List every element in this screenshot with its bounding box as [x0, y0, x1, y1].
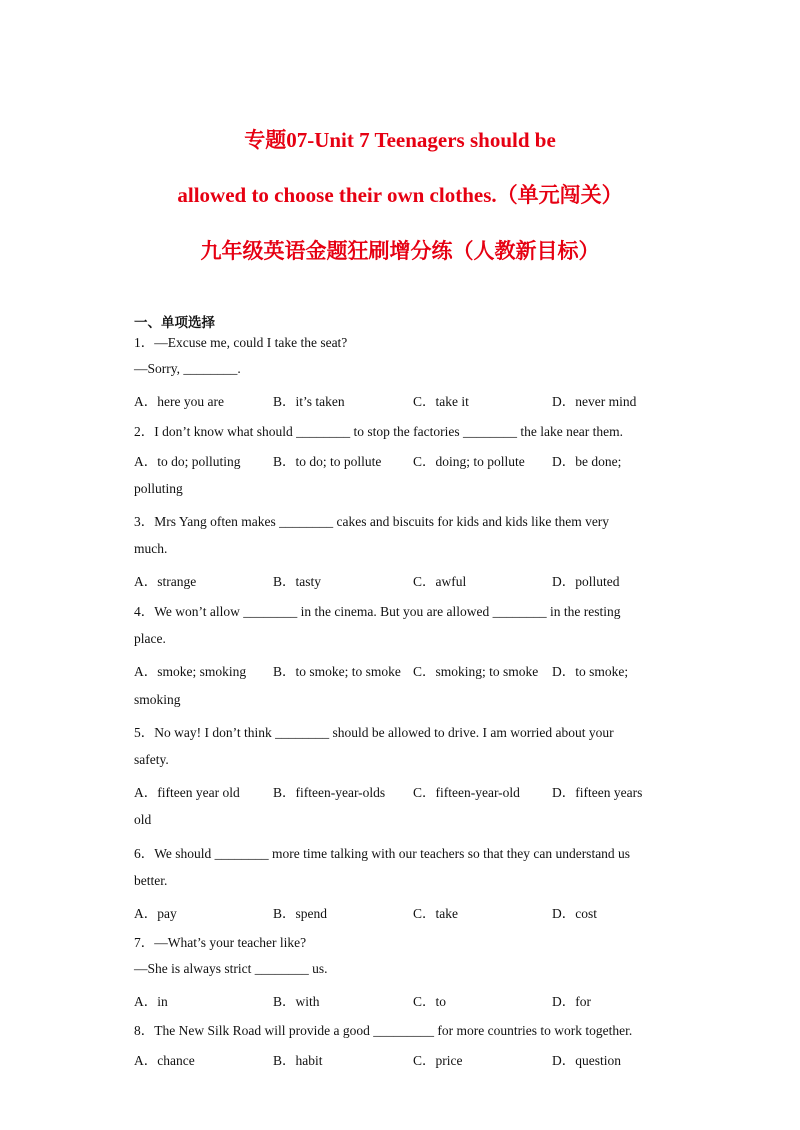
option-a: A．here you are — [134, 394, 224, 409]
question-6-options — [134, 902, 674, 922]
option-a: A．pay — [134, 906, 177, 921]
question-6-stem-line-2: better. — [134, 873, 168, 888]
option-c: C．doing; to pollute — [413, 454, 525, 469]
option-d: D．question — [552, 1053, 621, 1068]
option-a: A．smoke; smoking — [134, 664, 247, 679]
option-b: B．habit — [273, 1053, 323, 1068]
option-b: B．with — [273, 994, 320, 1009]
option-c: C．take — [413, 906, 458, 921]
question-8-stem: 8．The New Silk Road will provide a good _________ for more countries to work together. — [134, 1023, 633, 1038]
option-a: A．strange — [134, 574, 197, 589]
option-d: D．for — [552, 994, 591, 1009]
question-8-options — [134, 1049, 674, 1069]
question-5-option-wrap: old — [134, 812, 152, 827]
question-1-options — [134, 390, 674, 410]
option-b: B．to do; to pollute — [273, 454, 382, 469]
option-a: A．in — [134, 994, 168, 1009]
question-7-stem-line-2: —She is always strict ________ us. — [134, 961, 328, 976]
question-6-stem: 6．We should ________ more time talking with our teachers so that they can understand us — [134, 846, 631, 861]
option-a: A．to do; polluting — [134, 454, 241, 469]
question-2-stem: 2．I don’t know what should ________ to stop the factories ________ the lake near them. — [134, 424, 624, 439]
option-c: C．to — [413, 994, 447, 1009]
option-c: C．awful — [413, 574, 467, 589]
question-4-stem: 4．We won’t allow ________ in the cinema. But you are allowed ________ in the resting — [134, 604, 621, 619]
question-7-options — [134, 990, 674, 1010]
question-1-stem: 1．—Excuse me, could I take the seat? — [134, 335, 348, 350]
option-d: D．fifteen years — [552, 785, 643, 800]
question-7-stem: 7．—What’s your teacher like? — [134, 935, 307, 950]
option-a: A．chance — [134, 1053, 195, 1068]
question-3-stem: 3．Mrs Yang often makes ________ cakes and biscuits for kids and kids like them very — [134, 514, 610, 529]
question-3-stem-line-2: much. — [134, 541, 168, 556]
option-d: D．be done; — [552, 454, 622, 469]
document-title-line-1: 专题07-Unit 7 Teenagers should be — [244, 128, 556, 152]
section-heading: 一、单项选择 — [134, 315, 215, 331]
option-b: B．tasty — [273, 574, 322, 589]
question-4-options — [134, 660, 674, 680]
option-c: C．take it — [413, 394, 469, 409]
option-b: B．fifteen-year-olds — [273, 785, 386, 800]
option-d: D．never mind — [552, 394, 637, 409]
option-c: C．fifteen-year-old — [413, 785, 520, 800]
question-5-stem: 5．No way! I don’t think ________ should be allowed to drive. I am worried about your — [134, 725, 614, 740]
question-3-options — [134, 570, 674, 590]
option-a: A．fifteen year old — [134, 785, 240, 800]
question-1-stem-line-2: —Sorry, ________. — [134, 361, 241, 376]
document-title-line-3: 九年级英语金题狂刷增分练（人教新目标） — [200, 239, 600, 263]
question-4-stem-line-2: place. — [134, 631, 166, 646]
question-4-option-wrap: smoking — [134, 692, 181, 707]
question-5-stem-line-2: safety. — [134, 752, 169, 767]
option-c: C．smoking; to smoke — [413, 664, 539, 679]
option-c: C．price — [413, 1053, 463, 1068]
question-2-option-wrap: polluting — [134, 481, 183, 496]
document-title-line-2: allowed to choose their own clothes.（单元闯关） — [177, 183, 623, 207]
option-d: D．to smoke; — [552, 664, 629, 679]
option-b: B．it’s taken — [273, 394, 345, 409]
question-2-options — [134, 450, 674, 470]
option-d: D．cost — [552, 906, 597, 921]
option-b: B．to smoke; to smoke — [273, 664, 401, 679]
question-5-options — [134, 781, 674, 801]
option-b: B．spend — [273, 906, 327, 921]
option-d: D．polluted — [552, 574, 620, 589]
